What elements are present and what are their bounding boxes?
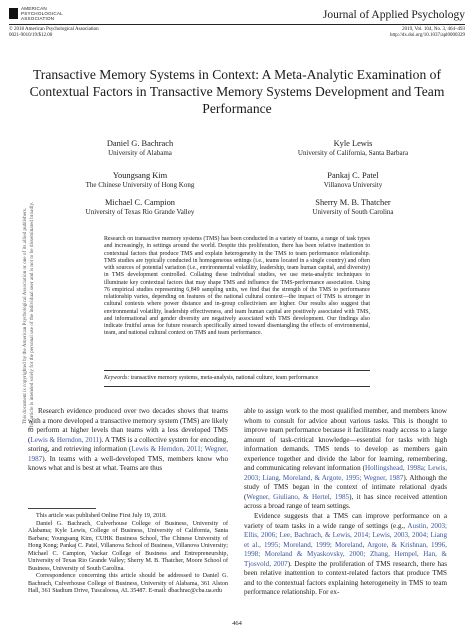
abstract-divider xyxy=(104,370,370,371)
keywords-list: transactive memory systems, meta-analysis, national culture, team performance xyxy=(130,375,319,381)
logo-text xyxy=(21,6,63,21)
abstract: Research on transactive memory systems (TMS) has been conducted in a variety of teams, a range of task types and increasingly, in settings around the world. Despite this proliferation, there has been relative inattention to contextual factors that produce TMS and explain heterogeneity in the TMS to team performance relationship. TMS studies are typically conducted in homogeneous settings (i.e., teams located in a single country) and often with sources of potential variation (i.e., environmental volatility, leadership, team human capital, and diversity) in TMS development controlled. Collating these individual studies, we use meta-analytic techniques to illuminate key contextual factors that may shape TMS and influence the TMS-performance association. Using 76 empirical studies representing 6,849 sampling units, we find that the strength of the TMS to performance relationship varies, depending on features of the national cultural context—the impact of TMS is stronger in cultural contexts where power distance and in-group collectivism are higher. Our results also suggest that environmental volatility, leadership effectiveness, and team human capital are positively associated with TMS, and informational and gender diversity are negatively associated with TMS development. Our findings also indicate fruitful areas for future research specifically aimed toward disentangling the effects of environmental, team, and national cultural context on TMS and team performance. xyxy=(104,236,370,337)
body-text: ). Although the study of TMS began in the context of intimate relational dyads ( xyxy=(244,473,447,501)
author-block xyxy=(40,139,240,157)
copyright-line: © 2018 American Psychological Association xyxy=(9,27,99,32)
author-block xyxy=(253,171,453,189)
author-name: Kyle Lewis xyxy=(333,139,373,148)
apa-logo-icon xyxy=(9,8,18,19)
body-text: ). Despite the proliferation of TMS research, there has been relative inattention to context-related factors that produce TMS and to the contextual factors explaining heterogeneity in TMS to team performance relationship. For ex- xyxy=(244,559,447,597)
citation-link[interactable]: Lewis & Herndon, 2011 xyxy=(30,435,100,444)
keywords-label: Keywords: xyxy=(104,375,130,381)
footnote: Correspondence concerning this article should be addressed to Daniel G. Bachrach, Culverhouse College of Business, University of Alabama, 361 Alston Hall, 361 Stadium Drive, Tuscaloosa, AL 35487. E-mail: dbachrac@cba.ua.edu xyxy=(28,573,228,595)
author-block xyxy=(40,171,240,189)
author-name: Michael C. Campion xyxy=(104,198,175,207)
citation-link[interactable]: Wegner, Giuliano, & Hertel, 1985 xyxy=(246,492,350,501)
body-text: ), it has since received attention across a broad range of team settings. xyxy=(244,492,448,511)
volume-line: 2019, Vol. 104, No. 3, 464–493 xyxy=(402,27,465,32)
footnotes xyxy=(28,513,228,596)
citation-link[interactable]: Hollingshead, 1998a; Lewis, 2003; Liang, Moreland, & Argote, 1995; Wegner, 1987 xyxy=(244,464,447,482)
page-number: 464 xyxy=(232,620,242,627)
author-affiliation: University of Texas Rio Grande Valley xyxy=(85,208,195,216)
logo-line: ASSOCIATION xyxy=(21,16,55,21)
paragraph xyxy=(244,407,447,512)
footnote: This article was published Online First July 19, 2018. xyxy=(36,513,167,519)
citation-link[interactable]: Austin, 2003; Ellis, 2006; Lee, Bachrach, & Lewis, 2014; Lewis, 2003, 2004; Liang et al., 1995; Moreland, 1999; Moreland, Argote, & Krishnan, 1996, 1998; Moreland & Myaskovsky, 2000; Zhang, Hempel, Han, & Tjosvold, 2007 xyxy=(244,521,448,568)
side-notice-line: This article is intended solely for the personal use of the individual user and is not to be disseminated broadly. xyxy=(28,201,35,431)
author-affiliation: University of Alabama xyxy=(108,149,172,157)
body-column-right xyxy=(244,407,447,598)
author-name: Pankaj C. Patel xyxy=(327,171,379,180)
body-column-left xyxy=(28,407,228,474)
author-affiliation: University of California, Santa Barbara xyxy=(297,149,409,157)
body-text: Research evidence produced over two decades shows that teams with a more developed a transactive memory system (TMS) are likely to perform at higher levels than teams with a less developed TMS ( xyxy=(28,407,228,444)
citation-link[interactable]: Lewis & Herndon, 2011; Wegner, 1987 xyxy=(28,445,228,463)
copyright-info xyxy=(9,27,99,39)
volume-info xyxy=(390,27,465,39)
body-text: able to assign work to the most qualified member, and members know whom to consult for advice about various tasks. This is thought to improve team performance because it facilitates ready access to a large amount of task-critical knowledge—essential for tasks with high information demands. TMS tends to develop as members gain experience together and divide the labor for learning, remembering, and communicating relevant information ( xyxy=(244,407,447,473)
author-name: Youngsang Kim xyxy=(112,171,168,180)
logo-line: PSYCHOLOGICAL xyxy=(21,11,63,16)
doi-link[interactable]: http://dx.doi.org/10.1037/apl0000329 xyxy=(389,33,465,38)
body-text: Evidence suggests that a TMS can improve performance on a variety of team tasks in a wide range of settings (e.g., xyxy=(244,512,447,530)
author-name: Daniel G. Bachrach xyxy=(106,139,174,148)
issn-line: 0021-9010/19/$12.00 xyxy=(9,33,53,38)
author-block xyxy=(253,139,453,157)
author-affiliation: University of South Carolina xyxy=(312,208,394,216)
keywords-divider xyxy=(104,386,370,387)
footnote-divider xyxy=(28,508,96,509)
article-title: Transactive Memory Systems in Context: A Meta-Analytic Examination of Contextual Factors in Transactive Memory Systems Development and Team Performance xyxy=(29,67,445,116)
publisher-logo xyxy=(9,6,63,21)
author-name: Sherry M. B. Thatcher xyxy=(315,198,391,207)
keywords xyxy=(104,375,370,382)
journal-name: Journal of Applied Psychology xyxy=(322,9,465,21)
author-affiliation: The Chinese University of Hong Kong xyxy=(85,181,195,189)
logo-line: AMERICAN xyxy=(21,6,47,11)
author-block xyxy=(40,198,240,216)
author-affiliation: Villanova University xyxy=(323,181,383,189)
footnote: Daniel G. Bachrach, Culverhouse College of Business, University of Alabama; Kyle Lewis, College of Business, University of California, Santa Barbara; Youngsang Kim, CUHK Business School, The Chinese University of Hong Kong; Pankaj C. Patel, Villanova School of Business, Villanova University; Michael C. Campion, Vackar College of Business and Entrepreneurship, University of Texas Rio Grande Valley; Sherry M. B. Thatcher, Moore School of Business, University of South Carolina. xyxy=(28,520,228,572)
author-block xyxy=(253,198,453,216)
side-notice-line: This document is copyrighted by the American Psychological Association or one of its allied publishers. xyxy=(22,207,28,425)
body-text: ). A TMS is a collective system for encoding, storing, and retrieving information ( xyxy=(28,435,228,454)
paragraph xyxy=(244,512,447,598)
header-divider xyxy=(9,24,465,25)
body-text: ). In teams with a well-developed TMS, members know who knows what and is best at what. Teams are thus xyxy=(28,454,228,473)
